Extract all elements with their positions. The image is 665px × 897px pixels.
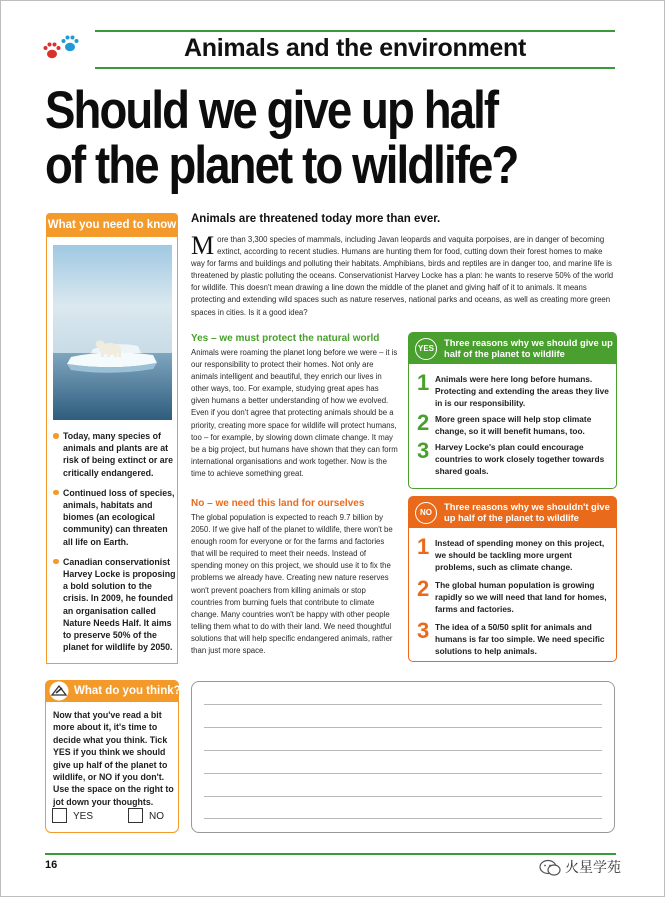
- headline-line-1: Should we give up half: [45, 81, 498, 140]
- list-item: Today, many species of animals and plants are at risk of being extinct or are critically endangered.: [53, 430, 177, 479]
- writing-line: [204, 818, 602, 819]
- yes-checkbox[interactable]: [52, 808, 67, 823]
- no-checkbox-label: NO: [149, 811, 164, 822]
- think-instructions: Now that you've read a bit more about it, it's time to decide what you think. Tick YES if you think we should give up half of the planet to wildlife, or NO if you don't. Use the space on the right to jot down your thoughts.: [53, 710, 174, 807]
- page-headline: [45, 83, 552, 193]
- list-item: Canadian conservationist Harvey Locke is proposing a bold solution to the crisis. In 2009, he founded an organisation called Nature Needs Half. It aims to preserve 50% of the planet for wildlife by 2050.: [53, 556, 177, 654]
- watermark-text: 火星学苑: [565, 859, 621, 875]
- no-section-body: The global population is expected to reach 9.7 billion by 2050. If we give half of the planet to wildlife, there won't be enough room for everyone or for the farms and factories that will be required to meet their needs. Instead of spending money on this project, we should use it to fix the problems we already have. Creating new nature reserves won't prevent poachers from killing animals or stop countries from burning fuels that contribute to climate change. Many countries won't be happy with other people telling them what to do with their land. We need thoughtful solutions that will help specific endangered animals, rather than just more space.: [191, 513, 393, 656]
- paw-prints-icon: [42, 34, 82, 64]
- writing-line: [204, 750, 602, 751]
- no-section-heading: No – we need this land for ourselves: [191, 498, 365, 509]
- pencil-paper-icon: [48, 681, 70, 701]
- page-number: 16: [45, 859, 58, 871]
- yes-section-heading: Yes – we must protect the natural world: [191, 333, 380, 344]
- polar-bear-photo: [53, 245, 172, 420]
- reason-item: 2 The global human population is growing rapidly so we will need that land for homes, farms and factories.: [417, 576, 607, 615]
- article-intro: More than 3,300 species of mammals, including Javan leopards and vaquita porpoises, are in danger of becoming extinct, according to recent studies. Humans are hunting them for food, cutting down their forest homes to make way for farms and buildings and polluting their habitats. Amphibians, birds and reptiles are in danger too, and marine life is threatened by plastic polluting the oceans. Conservationist Harvey Locke has a plan: he wants to reserve 50% of the world for wildlife. This doesn't mean drawing a line down the middle of the planet and giving half of it to animals. It means protecting and extending wild spaces such as nature reserves, national parks and oceans, as well as creating more green spaces in cities. Is it a good idea?: [191, 231, 614, 317]
- bullet-dot: [53, 490, 59, 496]
- yes-checkbox-label: YES: [73, 811, 94, 822]
- writing-line: [204, 773, 602, 774]
- writing-line: [204, 727, 602, 728]
- reason-item: 3 The idea of a 50/50 split for animals and humans is far too simple. We need specific solutions to help animals.: [417, 618, 605, 657]
- drop-cap: M: [191, 231, 215, 260]
- no-reasons-title: NO Three reasons why we shouldn't give up half of the planet to wildlife: [409, 497, 616, 528]
- no-reasons-box: [408, 496, 617, 662]
- reason-item: 1 Animals were here long before humans. Protecting and extending the areas they live in is our responsibility.: [417, 370, 609, 409]
- header-rule-top: [95, 30, 615, 32]
- list-item: Continued loss of species, animals, habitats and biomes (an ecological community) can threaten all life on Earth.: [53, 487, 177, 548]
- yes-section-body: Animals were roaming the planet long before we were – it is our responsibility to protect their homes. Not only are animals intelligent and beautiful, they enrich our lives in other ways, too. For example, studying great apes has given humans a better understanding of how we evolved. Even if you don't agree that protecting animals should be a priority, creating more space for wildlife will protect humans, too – for example, by slowing down climate change. It may be a big project, but humans have shown that they can form international organisations and work together. Now is the time to achieve something great.: [191, 348, 398, 478]
- wechat-icon: [539, 859, 561, 877]
- section-title: Animals and the environment: [184, 34, 526, 62]
- notes-writing-area[interactable]: [191, 681, 615, 833]
- no-badge: NO: [415, 502, 437, 524]
- yes-reasons-title: YES Three reasons why we should give up half of the planet to wildlife: [409, 333, 616, 364]
- header-rule-bottom: [95, 67, 615, 69]
- reason-item: 2 More green space will help stop climate change, so it will benefit humans, too.: [417, 410, 592, 437]
- think-title: What do you think?: [74, 685, 181, 697]
- writing-line: [204, 704, 602, 705]
- need-to-know-list: [53, 430, 177, 661]
- bullet-dot: [53, 433, 59, 439]
- yes-badge: YES: [415, 338, 437, 360]
- need-to-know-title: What you need to know: [46, 213, 178, 237]
- headline-line-2: of the planet to wildlife?: [45, 136, 518, 195]
- bullet-dot: [53, 559, 59, 565]
- article-subheading: Animals are threatened today more than ever.: [191, 213, 441, 225]
- no-checkbox[interactable]: [128, 808, 143, 823]
- reason-item: 1 Instead of spending money on this project, we should be tackling more urgent problems, such as climate change.: [417, 534, 605, 573]
- reason-item: 3 Harvey Locke's plan could encourage countries to work closely together towards shared goals.: [417, 438, 605, 477]
- footer-rule: [45, 853, 616, 855]
- yes-reasons-box: [408, 332, 617, 489]
- writing-line: [204, 796, 602, 797]
